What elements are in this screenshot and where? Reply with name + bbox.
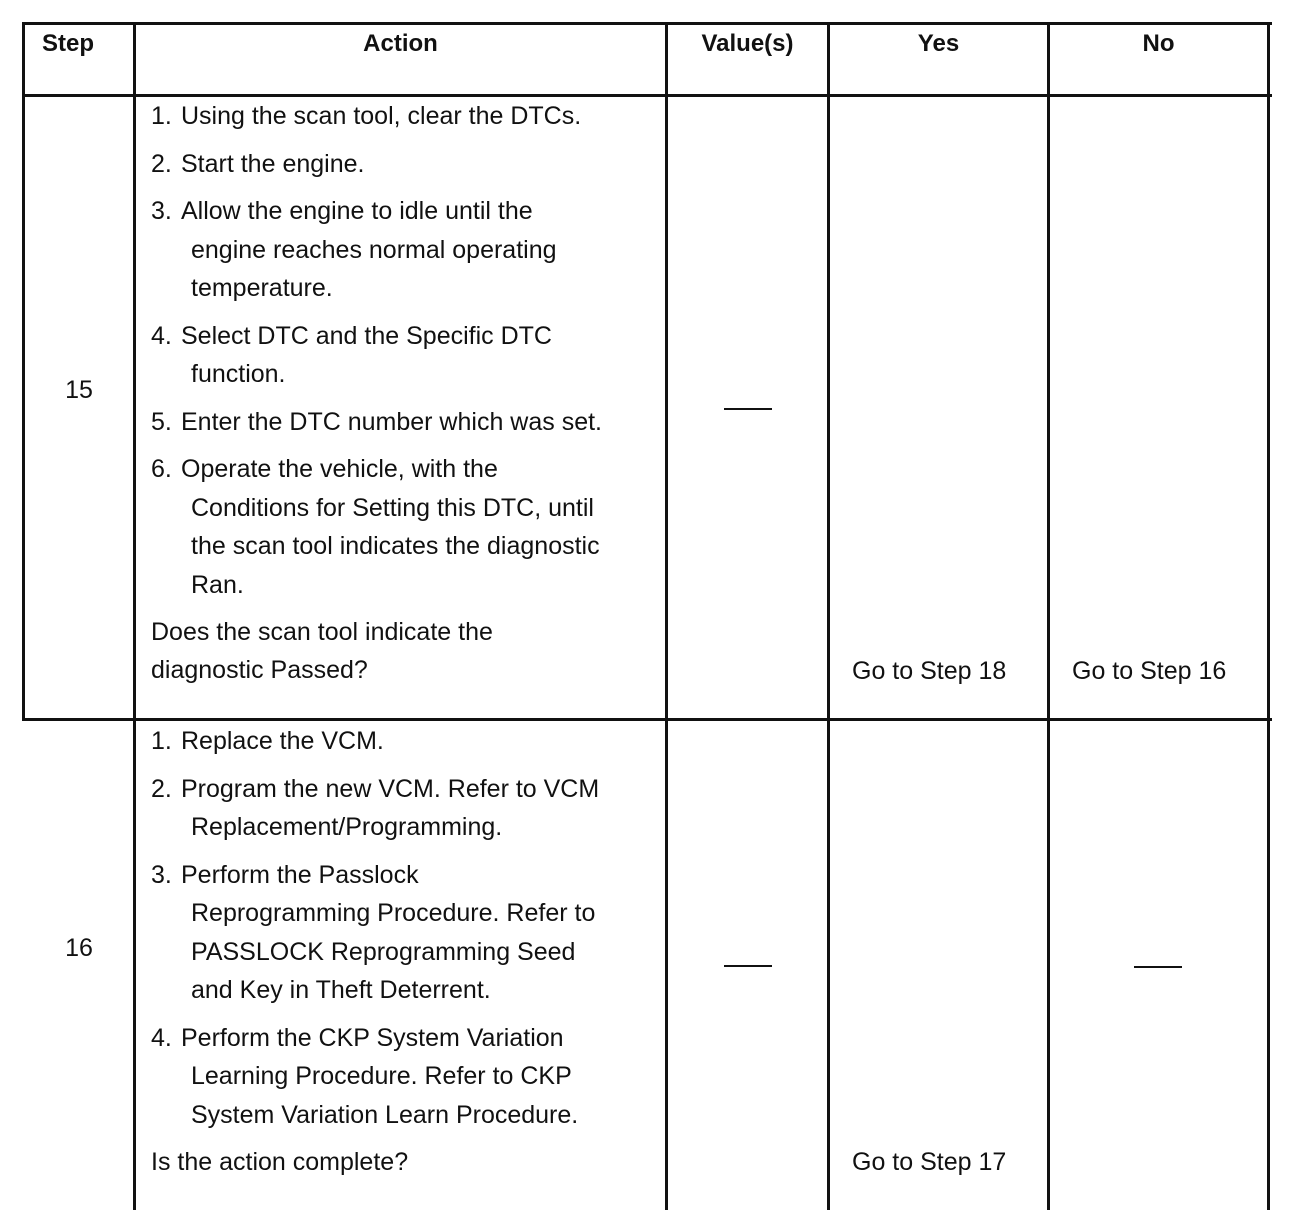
header-step: Step bbox=[41, 30, 94, 57]
action-item-number: 6. bbox=[151, 455, 172, 483]
step-number: 15 bbox=[65, 376, 93, 404]
action-item-number: 2. bbox=[151, 774, 172, 803]
header-values: Value(s) bbox=[701, 30, 794, 57]
action-item bbox=[151, 192, 602, 308]
action-item-number: 3. bbox=[151, 197, 172, 225]
action-item-number: 1. bbox=[151, 102, 172, 130]
action-item-number: 3. bbox=[151, 860, 172, 889]
no-empty-dash bbox=[1134, 966, 1182, 968]
action-item bbox=[151, 722, 599, 761]
header-action: Action bbox=[363, 30, 438, 57]
action-item bbox=[151, 317, 602, 394]
col-divider-step-action bbox=[133, 22, 136, 1210]
action-list bbox=[151, 722, 599, 1181]
action-list bbox=[151, 97, 602, 689]
action-item-text: Allow the engine to idle until the engine reaches normal operating temperature. bbox=[181, 197, 557, 302]
action-item-number: 1. bbox=[151, 727, 172, 755]
yes-result: Go to Step 17 bbox=[852, 1148, 1007, 1176]
action-item bbox=[151, 450, 602, 604]
action-item bbox=[151, 403, 602, 442]
action-item-text: Program the new VCM. Refer to VCM Replacement/Programming. bbox=[181, 774, 600, 841]
action-item-number: 2. bbox=[151, 149, 172, 178]
action-item-number: 4. bbox=[151, 321, 172, 350]
table-right-border bbox=[1267, 22, 1270, 1210]
action-item bbox=[151, 97, 602, 136]
value-empty-dash bbox=[724, 965, 772, 967]
col-divider-yes-no bbox=[1047, 22, 1050, 1210]
row-divider bbox=[22, 718, 1272, 721]
action-item bbox=[151, 1019, 599, 1135]
col-divider-values-yes bbox=[827, 22, 830, 1210]
action-question: Is the action complete? bbox=[151, 1148, 409, 1176]
header-yes: Yes bbox=[917, 30, 960, 57]
action-item-number: 5. bbox=[151, 407, 172, 436]
header-no: No bbox=[1142, 30, 1175, 57]
action-item-number: 4. bbox=[151, 1023, 172, 1052]
table-top-border bbox=[22, 22, 1272, 25]
action-item-text: Using the scan tool, clear the DTCs. bbox=[181, 102, 582, 130]
action-question: Does the scan tool indicate the diagnostic Passed? bbox=[151, 618, 493, 684]
action-item-text: Replace the VCM. bbox=[181, 727, 384, 755]
table-left-border bbox=[22, 22, 25, 719]
action-item-text: Select DTC and the Specific DTC function. bbox=[181, 321, 552, 388]
action-item bbox=[151, 770, 599, 847]
action-item-text: Start the engine. bbox=[181, 149, 365, 178]
value-empty-dash bbox=[724, 408, 772, 410]
no-result: Go to Step 16 bbox=[1072, 657, 1227, 685]
action-item-text: Operate the vehicle, with the Conditions for Setting this DTC, until the scan tool indicates the diagnostic Ran. bbox=[181, 455, 600, 599]
yes-result: Go to Step 18 bbox=[852, 657, 1007, 685]
step-number: 16 bbox=[65, 934, 93, 962]
action-item-text: Perform the CKP System Variation Learning Procedure. Refer to CKP System Variation Learn Procedure. bbox=[181, 1023, 579, 1129]
action-item-text: Enter the DTC number which was set. bbox=[181, 407, 602, 436]
action-item bbox=[151, 856, 599, 1010]
col-divider-action-values bbox=[665, 22, 668, 1210]
action-item bbox=[151, 145, 602, 184]
action-item-text: Perform the Passlock Reprogramming Procedure. Refer to PASSLOCK Reprogramming Seed and Key in Theft Deterrent. bbox=[181, 860, 596, 1004]
